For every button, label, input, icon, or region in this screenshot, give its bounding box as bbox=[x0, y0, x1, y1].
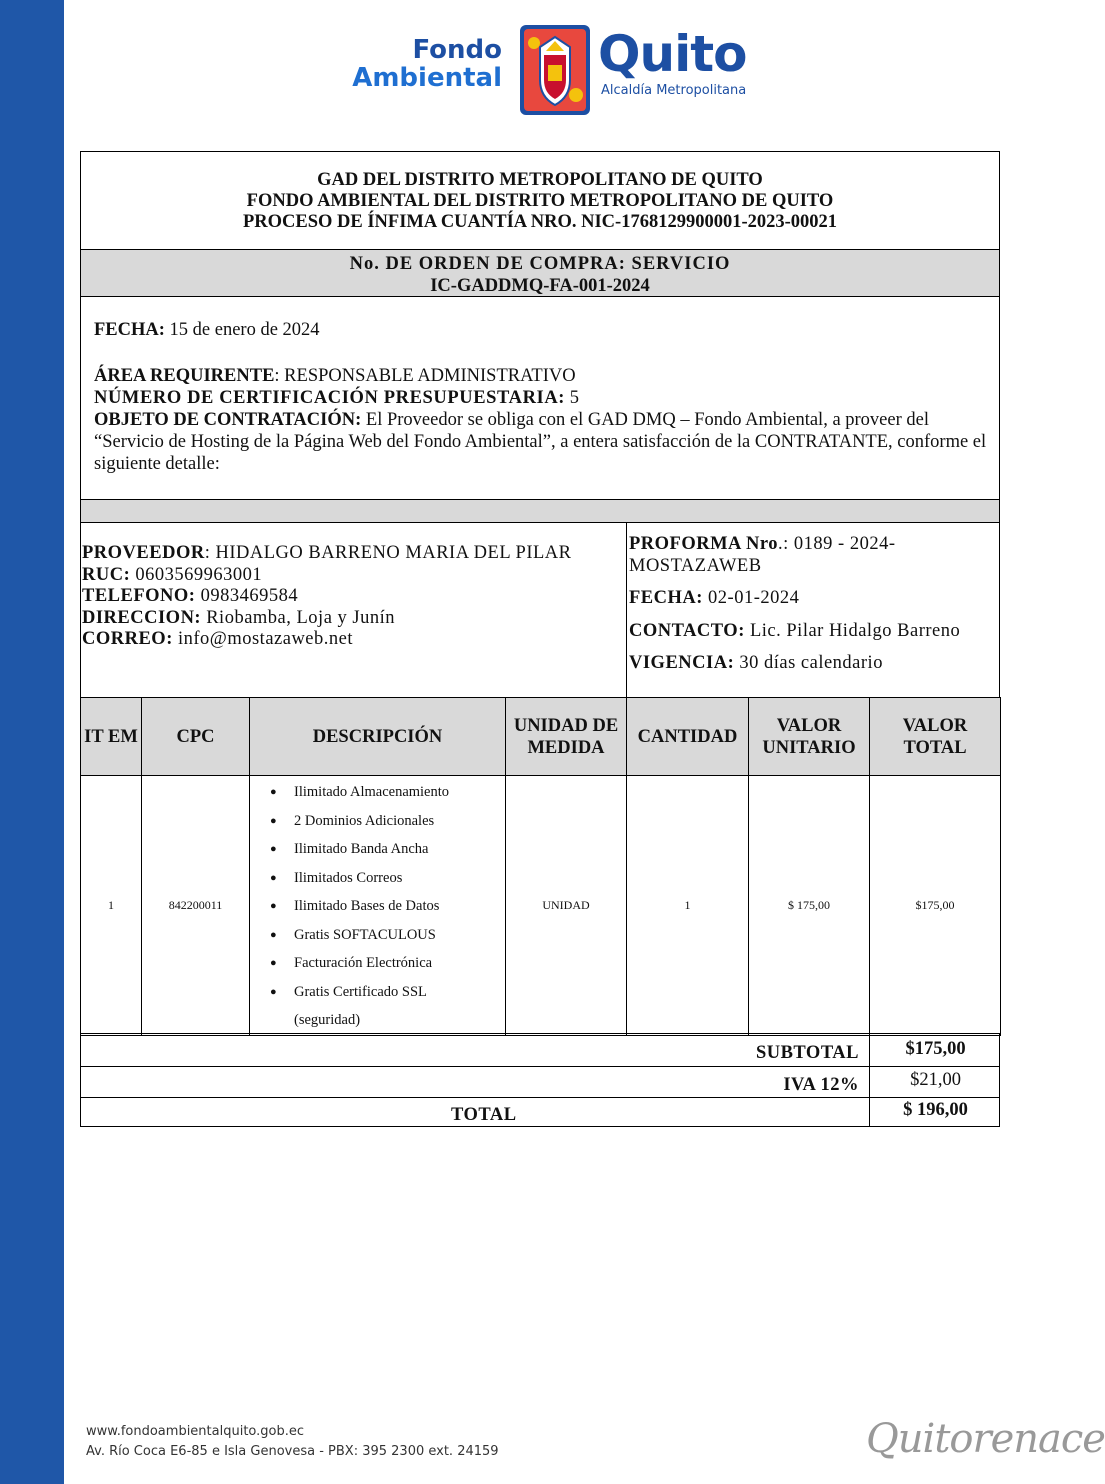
fondo-ambiental-logo bbox=[320, 37, 502, 91]
objeto-contratacion bbox=[94, 409, 987, 475]
bullet-icon: ● bbox=[270, 871, 277, 884]
ruc-label: RUC: bbox=[82, 564, 131, 585]
direccion-label: DIRECCION: bbox=[82, 607, 202, 628]
vigencia-value: 30 días calendario bbox=[734, 653, 883, 673]
area-requirente bbox=[94, 365, 987, 387]
list-item-text: Gratis SOFTACULOUS bbox=[294, 926, 436, 943]
list-item bbox=[270, 892, 505, 921]
correo bbox=[82, 629, 612, 651]
footer-website: www.fondoambientalquito.gob.ec bbox=[86, 1424, 305, 1439]
contacto-label: CONTACTO: bbox=[629, 620, 745, 641]
total-amount: $ 196,00 bbox=[903, 1100, 968, 1120]
proveedor-label: PROVEEDOR bbox=[82, 543, 205, 563]
bullet-icon: ● bbox=[270, 985, 277, 998]
order-info-box bbox=[80, 296, 1000, 500]
list-item-text: Ilimitados Correos bbox=[294, 869, 403, 886]
list-item-text: Ilimitado Bases de Datos bbox=[294, 898, 440, 914]
col-descripcion: DESCRIPCIÓN bbox=[250, 698, 506, 776]
description-list bbox=[250, 776, 505, 1035]
title-line-2: FONDO AMBIENTAL DEL DISTRITO METROPOLITANO DE QUITO bbox=[246, 191, 834, 211]
cell-valor-total: $175,00 bbox=[870, 776, 1001, 1036]
title-line-1: GAD DEL DISTRITO METROPOLITANO DE QUITO bbox=[317, 170, 763, 190]
footer-address: Av. Río Coca E6-85 e Isla Genovesa - PBX: 395 2300 ext. 24159 bbox=[86, 1444, 499, 1459]
direccion bbox=[82, 608, 612, 630]
list-item bbox=[270, 778, 505, 807]
supplier-divider bbox=[626, 523, 627, 699]
supplier-details bbox=[82, 543, 612, 651]
bullet-icon: ● bbox=[270, 843, 277, 855]
area-value: : RESPONSABLE ADMINISTRATIVO bbox=[274, 366, 576, 386]
list-item-text: 2 Dominios Adicionales bbox=[294, 812, 435, 829]
order-date bbox=[94, 319, 987, 341]
subtotal-amount: $175,00 bbox=[905, 1039, 966, 1059]
list-item-text: Facturación Electrónica bbox=[294, 955, 433, 971]
iva-row bbox=[80, 1066, 1000, 1098]
contacto bbox=[629, 621, 989, 643]
vigencia-label: VIGENCIA: bbox=[629, 653, 735, 673]
table-header-row bbox=[81, 698, 1001, 776]
ruc-value: 0603569963001 bbox=[130, 564, 263, 585]
quitorenace-logo: Quitorenace bbox=[866, 1416, 1105, 1462]
proforma bbox=[629, 534, 989, 577]
correo-value: info@mostazaweb.net bbox=[172, 629, 353, 649]
total-label: TOTAL bbox=[451, 1105, 517, 1125]
proveedor-value: : HIDALGO BARRENO MARIA DEL PILAR bbox=[204, 543, 572, 563]
proveedor bbox=[82, 543, 612, 565]
proforma-fecha-label: FECHA: bbox=[629, 588, 703, 608]
col-item: IT EM bbox=[81, 698, 142, 776]
col-valor-total: VALOR TOTAL bbox=[870, 698, 1001, 776]
bullet-icon: ● bbox=[270, 900, 277, 912]
col-valor-unitario: VALOR UNITARIO bbox=[749, 698, 870, 776]
telefono-value: 0983469584 bbox=[195, 586, 299, 606]
col-cpc: CPC bbox=[142, 698, 250, 776]
fecha-value: 15 de enero de 2024 bbox=[164, 320, 320, 340]
area-label: ÁREA REQUIRENTE bbox=[94, 366, 275, 386]
bullet-icon: ● bbox=[270, 786, 277, 798]
subtotal-row bbox=[80, 1033, 1000, 1067]
supplier-box bbox=[80, 522, 1000, 698]
vigencia bbox=[629, 653, 989, 675]
proforma-details bbox=[629, 534, 989, 675]
certificacion bbox=[94, 387, 987, 409]
proforma-value: .: 0189 - 2024-MOSTAZAWEB bbox=[629, 534, 896, 576]
bullet-icon: ● bbox=[270, 814, 277, 827]
col-cantidad: CANTIDAD bbox=[627, 698, 749, 776]
fondo-logo-line2: Ambiental bbox=[352, 63, 502, 93]
quito-seal-icon bbox=[520, 25, 590, 115]
cell-unidad: UNIDAD bbox=[506, 776, 627, 1036]
order-line-1: No. DE ORDEN DE COMPRA: SERVICIO bbox=[349, 254, 731, 274]
cert-label: NÚMERO DE CERTIFICACIÓN PRESUPUESTARIA: bbox=[94, 388, 566, 408]
col-unidad: UNIDAD DE MEDIDA bbox=[506, 698, 627, 776]
list-item-text: Ilimitado Banda Ancha bbox=[294, 841, 429, 857]
list-item-text: (seguridad) bbox=[294, 1012, 361, 1028]
bullet-icon: ● bbox=[270, 928, 277, 941]
document-title-box bbox=[80, 151, 1000, 250]
cell-descripcion bbox=[250, 776, 506, 1036]
list-item bbox=[270, 835, 505, 864]
ruc bbox=[82, 565, 612, 587]
fondo-logo-line1: Fondo bbox=[412, 35, 502, 65]
order-line-2: IC-GADDMQ-FA-001-2024 bbox=[430, 276, 650, 296]
proforma-label: PROFORMA Nro bbox=[629, 534, 779, 554]
header-logos bbox=[320, 25, 780, 115]
total-value bbox=[869, 1098, 1001, 1126]
table-row bbox=[81, 776, 1001, 1036]
contacto-value: Lic. Pilar Hidalgo Barreno bbox=[744, 620, 961, 641]
list-item-text: Gratis Certificado SSL bbox=[294, 983, 427, 1000]
direccion-value: Riobamba, Loja y Junín bbox=[201, 607, 396, 628]
cell-valor-unitario: $ 175,00 bbox=[749, 776, 870, 1036]
telefono-label: TELEFONO: bbox=[82, 586, 196, 606]
bullet-icon: ● bbox=[270, 957, 277, 969]
list-item bbox=[270, 921, 505, 950]
objeto-label: OBJETO DE CONTRATACIÓN: bbox=[94, 410, 362, 430]
correo-label: CORREO: bbox=[82, 629, 173, 649]
order-number-box bbox=[80, 249, 1000, 297]
cell-cpc: 842200011 bbox=[142, 776, 250, 1036]
list-item bbox=[270, 1006, 505, 1035]
proforma-fecha bbox=[629, 588, 989, 610]
fecha-label: FECHA: bbox=[94, 320, 165, 340]
list-item bbox=[270, 807, 505, 836]
list-item-text: Ilimitado Almacenamiento bbox=[294, 784, 450, 800]
quito-logo-subtitle: Alcaldía Metropolitana bbox=[601, 83, 747, 98]
proforma-fecha-value: 02-01-2024 bbox=[702, 588, 800, 608]
telefono bbox=[82, 586, 612, 608]
iva-amount: $21,00 bbox=[910, 1070, 961, 1090]
cell-cantidad: 1 bbox=[627, 776, 749, 1036]
objeto-value: El Proveedor se obliga con el GAD DMQ – Fondo Ambiental, a proveer del “Servicio de Hosting de la Página Web del Fondo Ambiental”, a entera satisfacción de la CONTRATANTE, conforme el siguiente detalle: bbox=[94, 410, 987, 474]
list-item bbox=[270, 978, 505, 1007]
title-line-3: PROCESO DE ÍNFIMA CUANTÍA NRO. NIC-1768129900001-2023-00021 bbox=[242, 212, 838, 232]
cell-item: 1 bbox=[81, 776, 142, 1036]
list-item bbox=[270, 949, 505, 978]
list-item bbox=[270, 864, 505, 893]
cert-value: 5 bbox=[565, 388, 579, 408]
subtotal-label: SUBTOTAL bbox=[755, 1043, 859, 1063]
subtotal-value bbox=[869, 1034, 1001, 1066]
iva-label: IVA 12% bbox=[783, 1075, 859, 1095]
iva-value bbox=[869, 1067, 1001, 1097]
quito-logo-text: Quito bbox=[598, 25, 747, 83]
side-color-band bbox=[0, 0, 64, 1484]
separator-bar bbox=[80, 499, 1000, 523]
items-table bbox=[80, 697, 1001, 1036]
total-row bbox=[80, 1097, 1000, 1127]
